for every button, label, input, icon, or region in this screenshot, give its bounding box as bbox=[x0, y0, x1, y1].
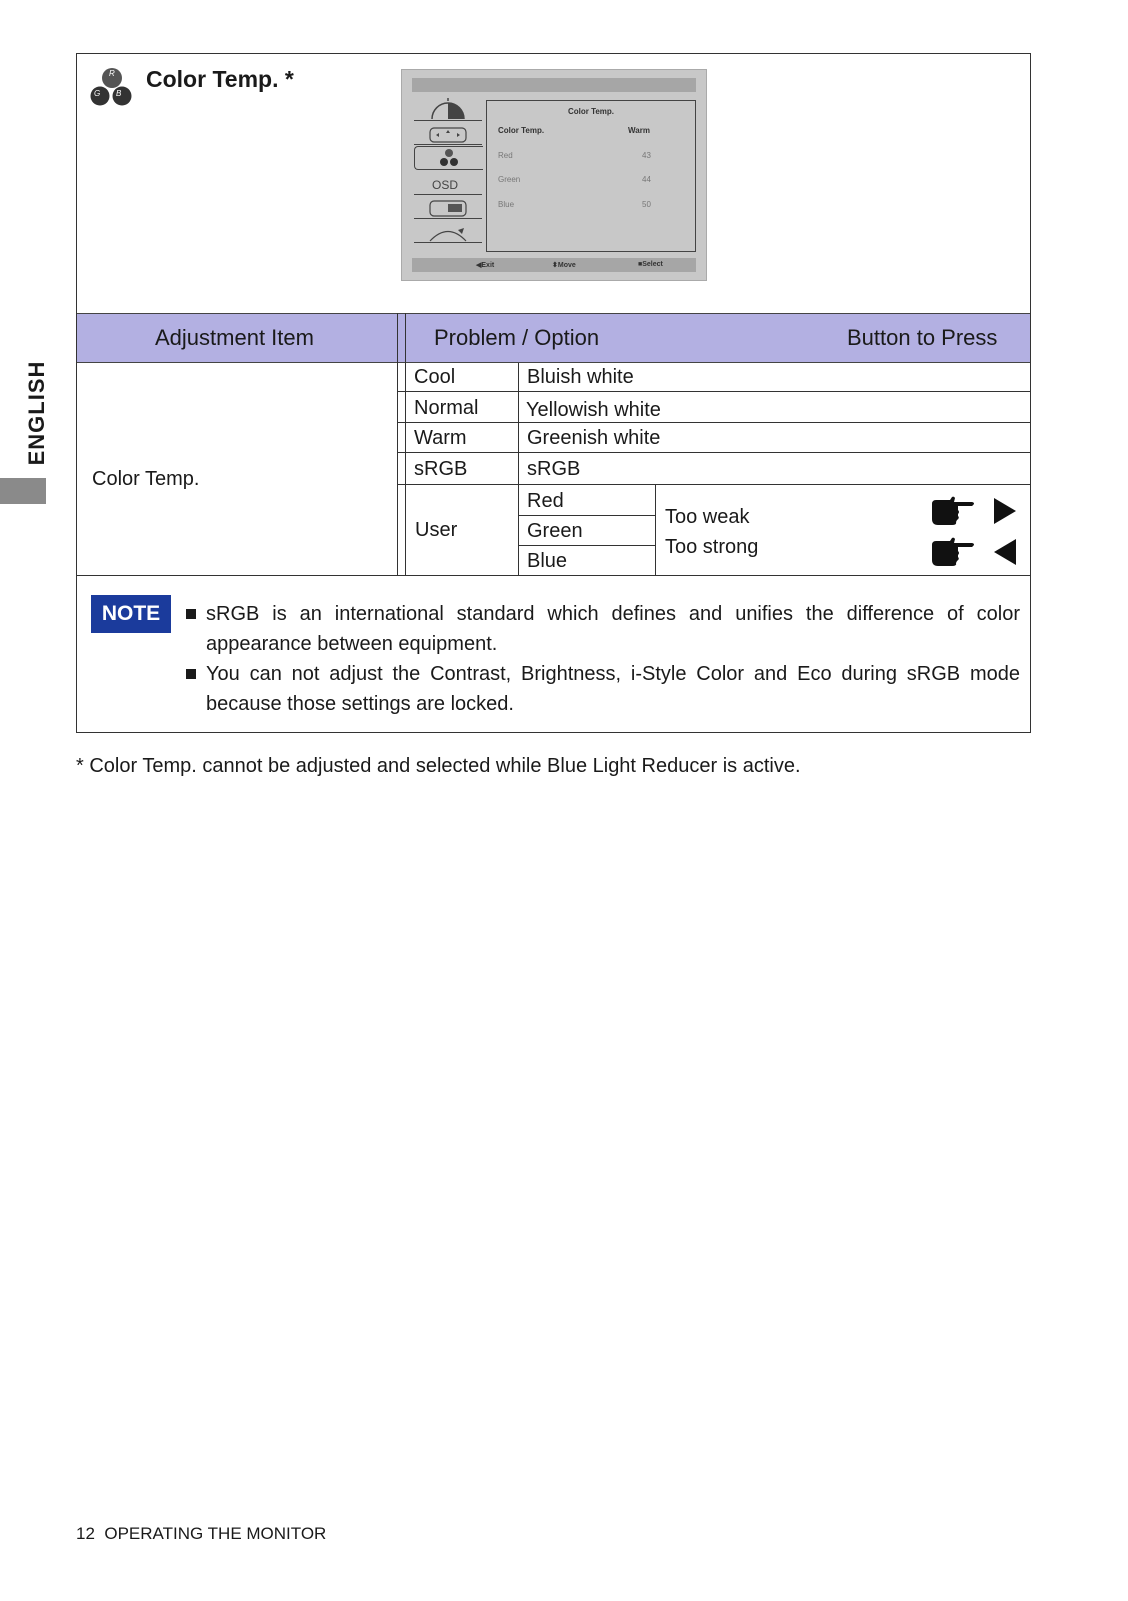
footnote: * Color Temp. cannot be adjusted and selected while Blue Light Reducer is active. bbox=[76, 755, 801, 777]
osd-row-label: Blue bbox=[498, 200, 515, 209]
note-bullet bbox=[186, 669, 196, 679]
osd-row-value: 50 bbox=[642, 200, 651, 209]
option-warm: Warm bbox=[414, 427, 467, 449]
osd-top-bar bbox=[412, 78, 696, 92]
osd-bottom-bar bbox=[412, 258, 696, 272]
language-tab-label: ENGLISH bbox=[24, 360, 49, 466]
osd-move: ⬍Move bbox=[552, 262, 576, 269]
user-channel-green: Green bbox=[527, 520, 583, 542]
osd-row-label: Red bbox=[498, 151, 513, 160]
monitor-icon bbox=[414, 196, 482, 218]
note-item-srgb: sRGB is an international standard which defines and unifies the difference of color appearance between equipment. bbox=[206, 603, 1020, 655]
osd-row-color-temp bbox=[498, 126, 658, 135]
right-arrow-icon bbox=[992, 497, 1018, 525]
gauge-icon bbox=[414, 220, 482, 242]
option-srgb: sRGB bbox=[414, 458, 468, 480]
osd-move-label: Move bbox=[557, 262, 576, 269]
osd-menu-icon bbox=[414, 172, 482, 195]
grid-vline bbox=[518, 363, 519, 575]
osd-color-icon-selected bbox=[414, 146, 483, 170]
page-number: 12 bbox=[76, 1524, 95, 1543]
header-problem-option: Problem / Option bbox=[434, 325, 600, 350]
osd-row-value: Warm bbox=[628, 126, 650, 135]
grid-hline bbox=[397, 391, 1030, 392]
table-header bbox=[77, 313, 1030, 363]
osd-panel bbox=[486, 100, 696, 252]
rgb-icon bbox=[415, 147, 483, 169]
option-normal-desc: Yellowish white bbox=[526, 399, 661, 421]
left-arrow-icon bbox=[992, 538, 1018, 566]
grid-hline bbox=[397, 452, 1030, 453]
osd-select-label: Select bbox=[642, 261, 663, 268]
grid-hline bbox=[76, 575, 1031, 576]
user-channel-blue: Blue bbox=[527, 550, 568, 572]
note-item-locked: You can not adjust the Contrast, Brightness, i-Style Color and Eco during sRGB mode because those settings are locked. bbox=[206, 663, 1020, 715]
osd-screenshot bbox=[401, 69, 707, 281]
grid-hline bbox=[397, 422, 1030, 423]
note-badge: NOTE bbox=[91, 595, 171, 633]
osd-select: ■Select bbox=[638, 261, 663, 268]
osd-row-green bbox=[498, 175, 658, 184]
grid-vline bbox=[405, 313, 406, 575]
osd-panel-title: Color Temp. bbox=[567, 107, 615, 116]
osd-row-red bbox=[498, 151, 658, 160]
option-cool-desc: Bluish white bbox=[527, 366, 634, 388]
grid-hline bbox=[397, 484, 1030, 485]
osd-exit-label: Exit bbox=[481, 262, 495, 269]
adjustment-item-color-temp: Color Temp. bbox=[92, 468, 200, 490]
pointing-hand-icon bbox=[930, 537, 976, 567]
note-bullet bbox=[186, 609, 196, 619]
osd-text-label: OSD bbox=[432, 178, 459, 192]
brightness-icon bbox=[414, 98, 482, 120]
rgb-letter-r: R bbox=[109, 69, 115, 78]
osd-row-value: 44 bbox=[642, 175, 651, 184]
osd-picture-icon bbox=[414, 98, 482, 121]
color-temp-icon bbox=[90, 66, 134, 110]
option-srgb-desc: sRGB bbox=[527, 458, 581, 480]
too-weak-label: Too weak bbox=[665, 506, 750, 528]
osd-row-blue bbox=[498, 200, 658, 209]
too-strong-label: Too strong bbox=[665, 536, 759, 558]
pointing-hand-icon bbox=[930, 496, 976, 526]
header-button-to-press: Button to Press bbox=[847, 325, 998, 350]
page-footer bbox=[76, 1524, 326, 1544]
grid-vline bbox=[655, 484, 656, 575]
osd-row-label: Green bbox=[498, 175, 521, 184]
rgb-letter-b: B bbox=[116, 89, 122, 98]
grid-vline bbox=[397, 313, 398, 575]
option-normal: Normal bbox=[414, 397, 479, 419]
osd-row-value: 43 bbox=[642, 151, 651, 160]
user-channel-red: Red bbox=[527, 490, 564, 512]
osd-row-label: Color Temp. bbox=[498, 126, 545, 135]
rgb-letter-g: G bbox=[94, 89, 101, 98]
osd-setup-icon bbox=[414, 196, 482, 219]
osd-position-icon bbox=[414, 122, 482, 145]
osd-reset-icon bbox=[414, 220, 482, 243]
option-user: User bbox=[415, 519, 458, 541]
option-warm-desc: Greenish white bbox=[527, 427, 661, 449]
osd-icon-column bbox=[414, 98, 486, 248]
header-adjustment-item: Adjustment Item bbox=[155, 325, 314, 350]
language-tab-marker bbox=[0, 478, 46, 504]
position-icon bbox=[414, 122, 482, 144]
footer-section: OPERATING THE MONITOR bbox=[104, 1524, 327, 1543]
grid-hline bbox=[518, 515, 655, 516]
section-title: Color Temp. * bbox=[146, 66, 294, 92]
osd-exit: ◀Exit bbox=[476, 262, 495, 269]
option-cool: Cool bbox=[414, 366, 456, 388]
grid-hline bbox=[518, 545, 655, 546]
